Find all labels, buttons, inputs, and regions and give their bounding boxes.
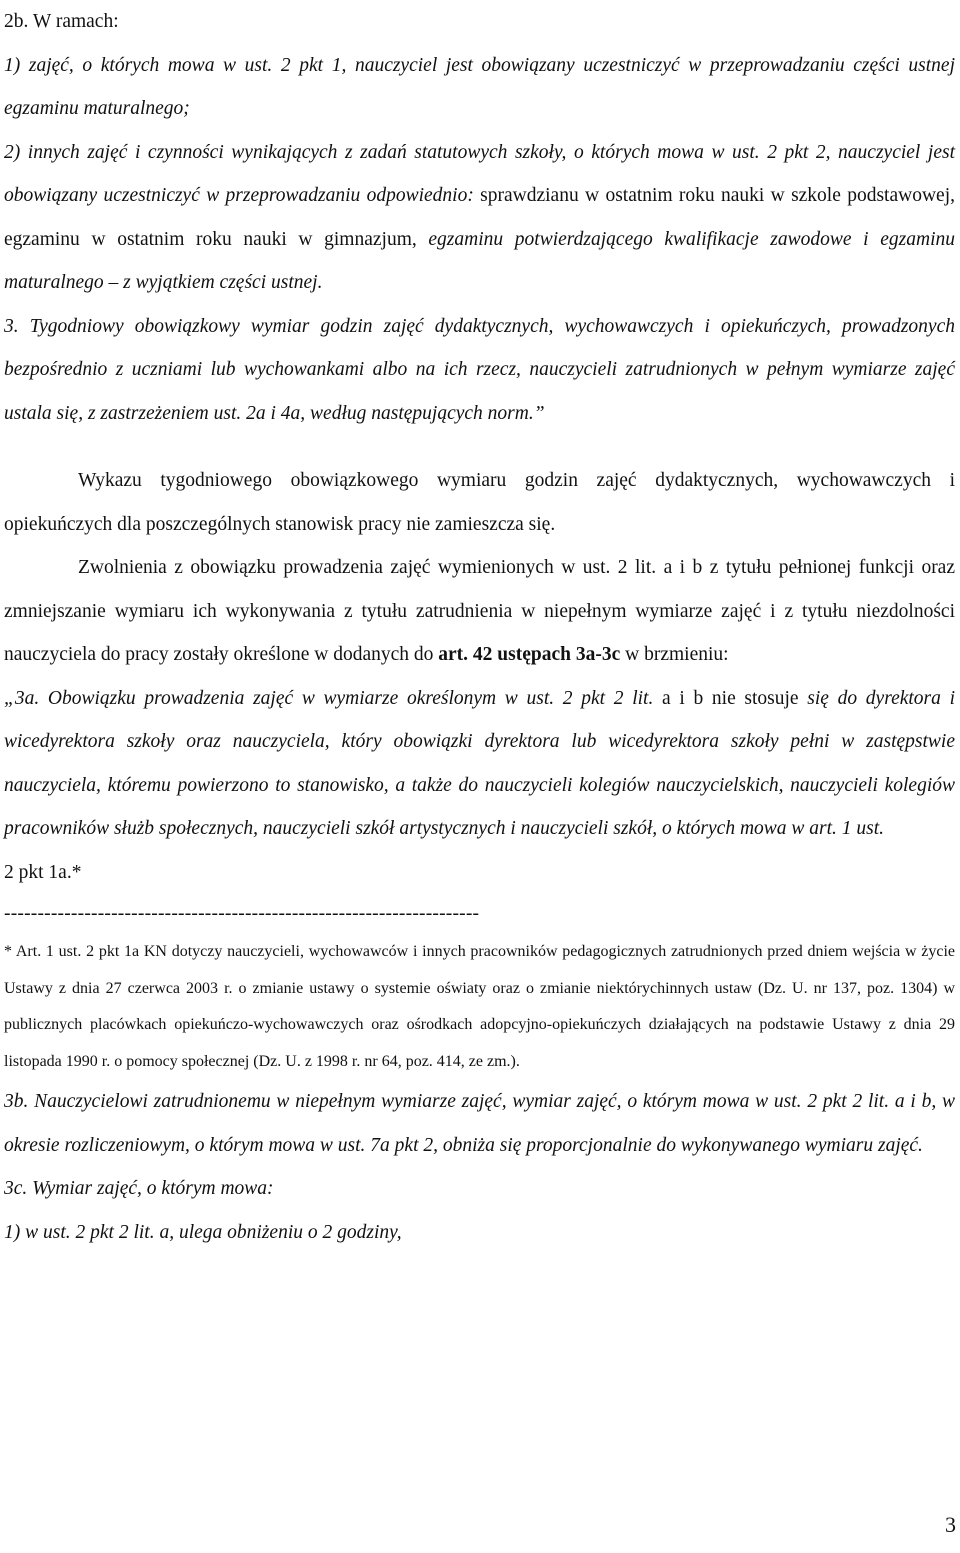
section-2b-item-2-regular: sprawdzianu w ostatnim roku nauki w szkole podstawowej, egzaminu w ostatnim roku nauki w gimnazjum,	[4, 185, 955, 250]
zwolnienia-text: Zwolnienia z obowiązku prowadzenia zajęć wymienionych w ust. 2 lit. a i b z tytułu pełnionej funkcji oraz zmniejszanie wymiaru ich wykonywania z tytułu zatrudnienia w niepełnym wymiarze zajęć i z tytułu niezdolności nauczyciela do pracy zostały określone w dodanych do	[4, 557, 955, 665]
section-3a-italic: „3a. Obowiązku prowadzenia zajęć w wymiarze określonym w ust. 2 pkt 2 lit.	[4, 687, 654, 709]
section-2b-item-2-italic: 2) innych zajęć i czynności wynikających z zadań statutowych szkoły, o których mowa w ust. 2 pkt 2, nauczyciel jest obowiązany uczestniczyć w przeprowadzaniu odpowiednio:	[4, 141, 955, 206]
zwolnienia-paragraph	[4, 546, 955, 677]
section-3a-regular: a i b nie stosuje	[653, 687, 799, 709]
section-3a-last-line: 2 pkt 1a.*	[4, 861, 82, 883]
footnote-text: * Art. 1 ust. 2 pkt 1a KN dotyczy nauczycieli, wychowawców i innych pracowników pedagogicznych zatrudnionych przed dniem wejścia w życie Ustawy z dnia 27 czerwca 2003 r. o zmianie ustawy o systemie oświaty oraz o zmianie niektórychinnych ustaw (Dz. U. nr 137, poz. 1304) w publicznych placówkach opiekuńczo-wychowawczych oraz ośrodkach adopcyjno-opiekuńczych działających na podstawie Ustawy z dnia 29 listopada 1990 r. o pomocy społecznej (Dz. U. z 1998 r. nr 64, poz. 414, ze zm.).	[4, 943, 955, 1070]
paragraph-gap	[4, 435, 955, 459]
footnote-separator: -----------------------------------------------------------------------	[4, 903, 480, 924]
zwolnienia-text-end: w brzmieniu:	[620, 644, 729, 665]
zwolnienia-bold-ref: art. 42 ustępach 3a-3c	[438, 644, 621, 665]
section-3-paragraph: 3. Tygodniowy obowiązkowy wymiar godzin zajęć dydaktycznych, wychowawczych i opiekuńczych, prowadzonych bezpośrednio z uczniami lub wychowankami albo na ich rzecz, nauczycieli zatrudnionych w pełnym wymiarze zajęć ustala się, z zastrzeżeniem ust. 2a i 4a, według następujących norm.”	[4, 315, 955, 424]
section-3a-italic-end: się do dyrektora i wicedyrektora szkoły oraz nauczyciela, który obowiązki dyrektora lub wicedyrektora szkoły pełni w zastępstwie nauczyciela, któremu powierzono to stanowisko, a także do nauczycieli kolegiów nauczycielskich, nauczycieli kolegiów pracowników służb społecznych, nauczycieli szkół artystycznych i nauczycieli szkół, o których mowa w art. 1 ust.	[4, 687, 955, 839]
section-2b-item-2	[4, 131, 955, 305]
section-3c-item-1: 1) w ust. 2 pkt 2 lit. a, ulega obniżeniu o 2 godziny,	[4, 1221, 402, 1243]
section-3c-heading: 3c. Wymiar zajęć, o którym mowa:	[4, 1178, 274, 1199]
wykaz-paragraph: Wykazu tygodniowego obowiązkowego wymiaru godzin zajęć dydaktycznych, wychowawczych i opiekuńczych dla poszczególnych stanowisk pracy nie zamieszcza się.	[4, 470, 955, 535]
section-2b-heading: 2b. W ramach:	[4, 11, 119, 32]
section-2b-item-2-italic-end: egzaminu potwierdzającego kwalifikacje zawodowe i egzaminu maturalnego – z wyjątkiem części ustnej.	[4, 228, 955, 293]
document-page	[4, 0, 955, 1254]
section-2b-item-1: 1) zajęć, o których mowa w ust. 2 pkt 1, nauczyciel jest obowiązany uczestniczyć w przeprowadzaniu części ustnej egzaminu maturalnego;	[4, 54, 955, 119]
page-number: 3	[945, 1512, 956, 1537]
section-3a-paragraph	[4, 677, 955, 851]
section-3b-paragraph: 3b. Nauczycielowi zatrudnionemu w niepełnym wymiarze zajęć, wymiar zajęć, o którym mowa w ust. 2 pkt 2 lit. a i b, w okresie rozliczeniowym, o którym mowa w ust. 7a pkt 2, obniża się proporcjonalnie do wykonywanego wymiaru zajęć.	[4, 1091, 955, 1156]
